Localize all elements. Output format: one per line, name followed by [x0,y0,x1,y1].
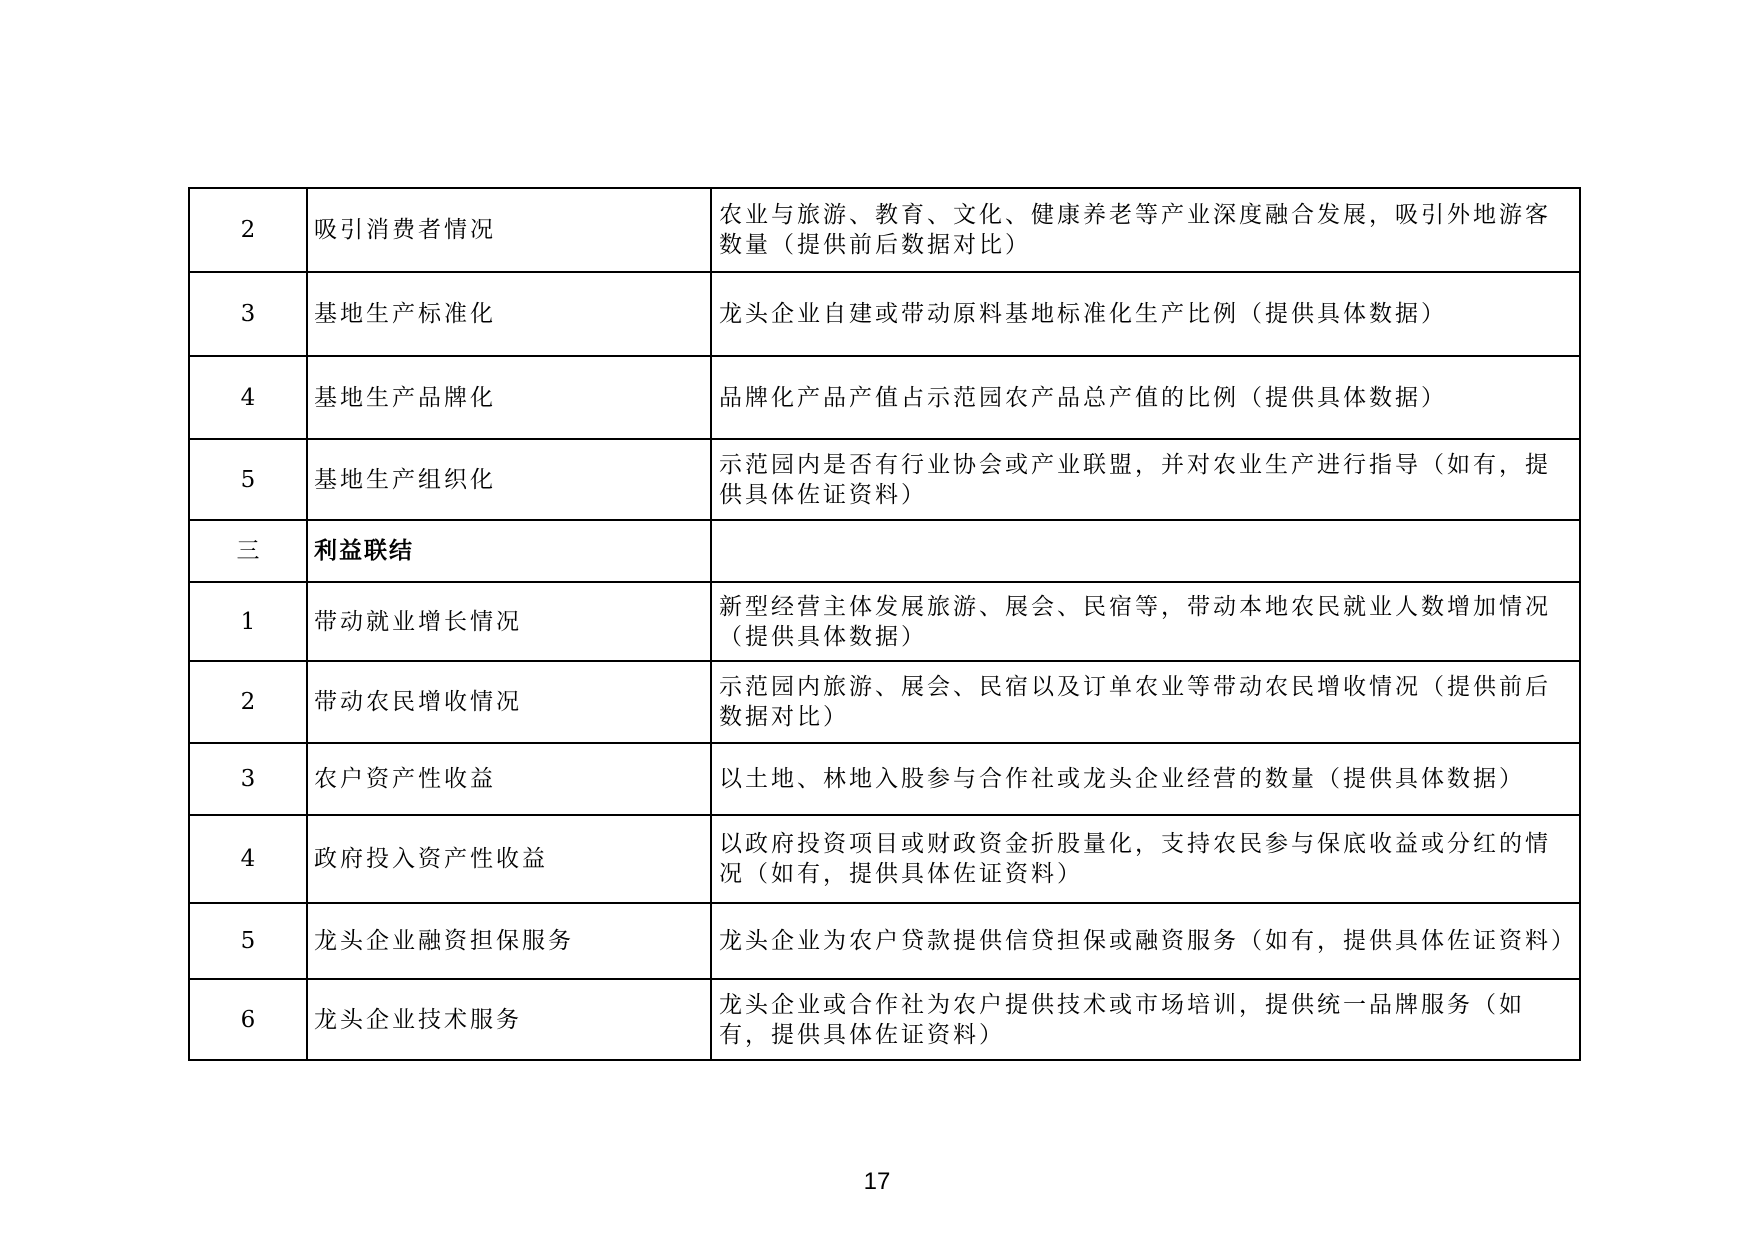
indicator-name: 基地生产品牌化 [307,356,711,439]
row-number: 6 [189,979,307,1060]
indicator-name: 吸引消费者情况 [307,188,711,272]
indicator-description: 龙头企业为农户贷款提供信贷担保或融资服务（如有，提供具体佐证资料） [711,903,1580,979]
indicator-name: 龙头企业融资担保服务 [307,903,711,979]
row-number: 5 [189,903,307,979]
indicator-table [188,187,1581,1061]
section-title: 利益联结 [307,520,711,582]
row-number: 3 [189,743,307,815]
table-row [189,743,1580,815]
indicator-description: 龙头企业或合作社为农户提供技术或市场培训，提供统一品牌服务（如有，提供具体佐证资料） [711,979,1580,1060]
indicator-description [711,520,1580,582]
indicator-description: 示范园内旅游、展会、民宿以及订单农业等带动农民增收情况（提供前后数据对比） [711,661,1580,743]
indicator-description: 以土地、林地入股参与合作社或龙头企业经营的数量（提供具体数据） [711,743,1580,815]
table-row [189,661,1580,743]
indicator-name: 政府投入资产性收益 [307,815,711,903]
indicator-name: 基地生产组织化 [307,439,711,520]
indicator-name: 带动农民增收情况 [307,661,711,743]
row-number: 3 [189,272,307,356]
row-number: 5 [189,439,307,520]
row-number: 2 [189,188,307,272]
row-number: 2 [189,661,307,743]
indicator-name: 基地生产标准化 [307,272,711,356]
table-row [189,979,1580,1060]
indicator-description: 新型经营主体发展旅游、展会、民宿等，带动本地农民就业人数增加情况（提供具体数据） [711,582,1580,661]
table-row [189,439,1580,520]
table-row [189,815,1580,903]
indicator-description: 农业与旅游、教育、文化、健康养老等产业深度融合发展，吸引外地游客数量（提供前后数据对比） [711,188,1580,272]
section-number: 三 [189,520,307,582]
table-row [189,903,1580,979]
indicator-name: 龙头企业技术服务 [307,979,711,1060]
indicator-description: 龙头企业自建或带动原料基地标准化生产比例（提供具体数据） [711,272,1580,356]
table-row [189,272,1580,356]
row-number: 4 [189,815,307,903]
row-number: 4 [189,356,307,439]
row-number: 1 [189,582,307,661]
table-row [189,582,1580,661]
indicator-description: 以政府投资项目或财政资金折股量化，支持农民参与保底收益或分红的情况（如有，提供具体佐证资料） [711,815,1580,903]
indicator-name: 带动就业增长情况 [307,582,711,661]
indicator-name: 农户资产性收益 [307,743,711,815]
table-row [189,356,1580,439]
page-number: 17 [863,1168,891,1195]
indicator-description: 品牌化产品产值占示范园农产品总产值的比例（提供具体数据） [711,356,1580,439]
indicator-description: 示范园内是否有行业协会或产业联盟，并对农业生产进行指导（如有，提供具体佐证资料） [711,439,1580,520]
section-row [189,520,1580,582]
table-row [189,188,1580,272]
